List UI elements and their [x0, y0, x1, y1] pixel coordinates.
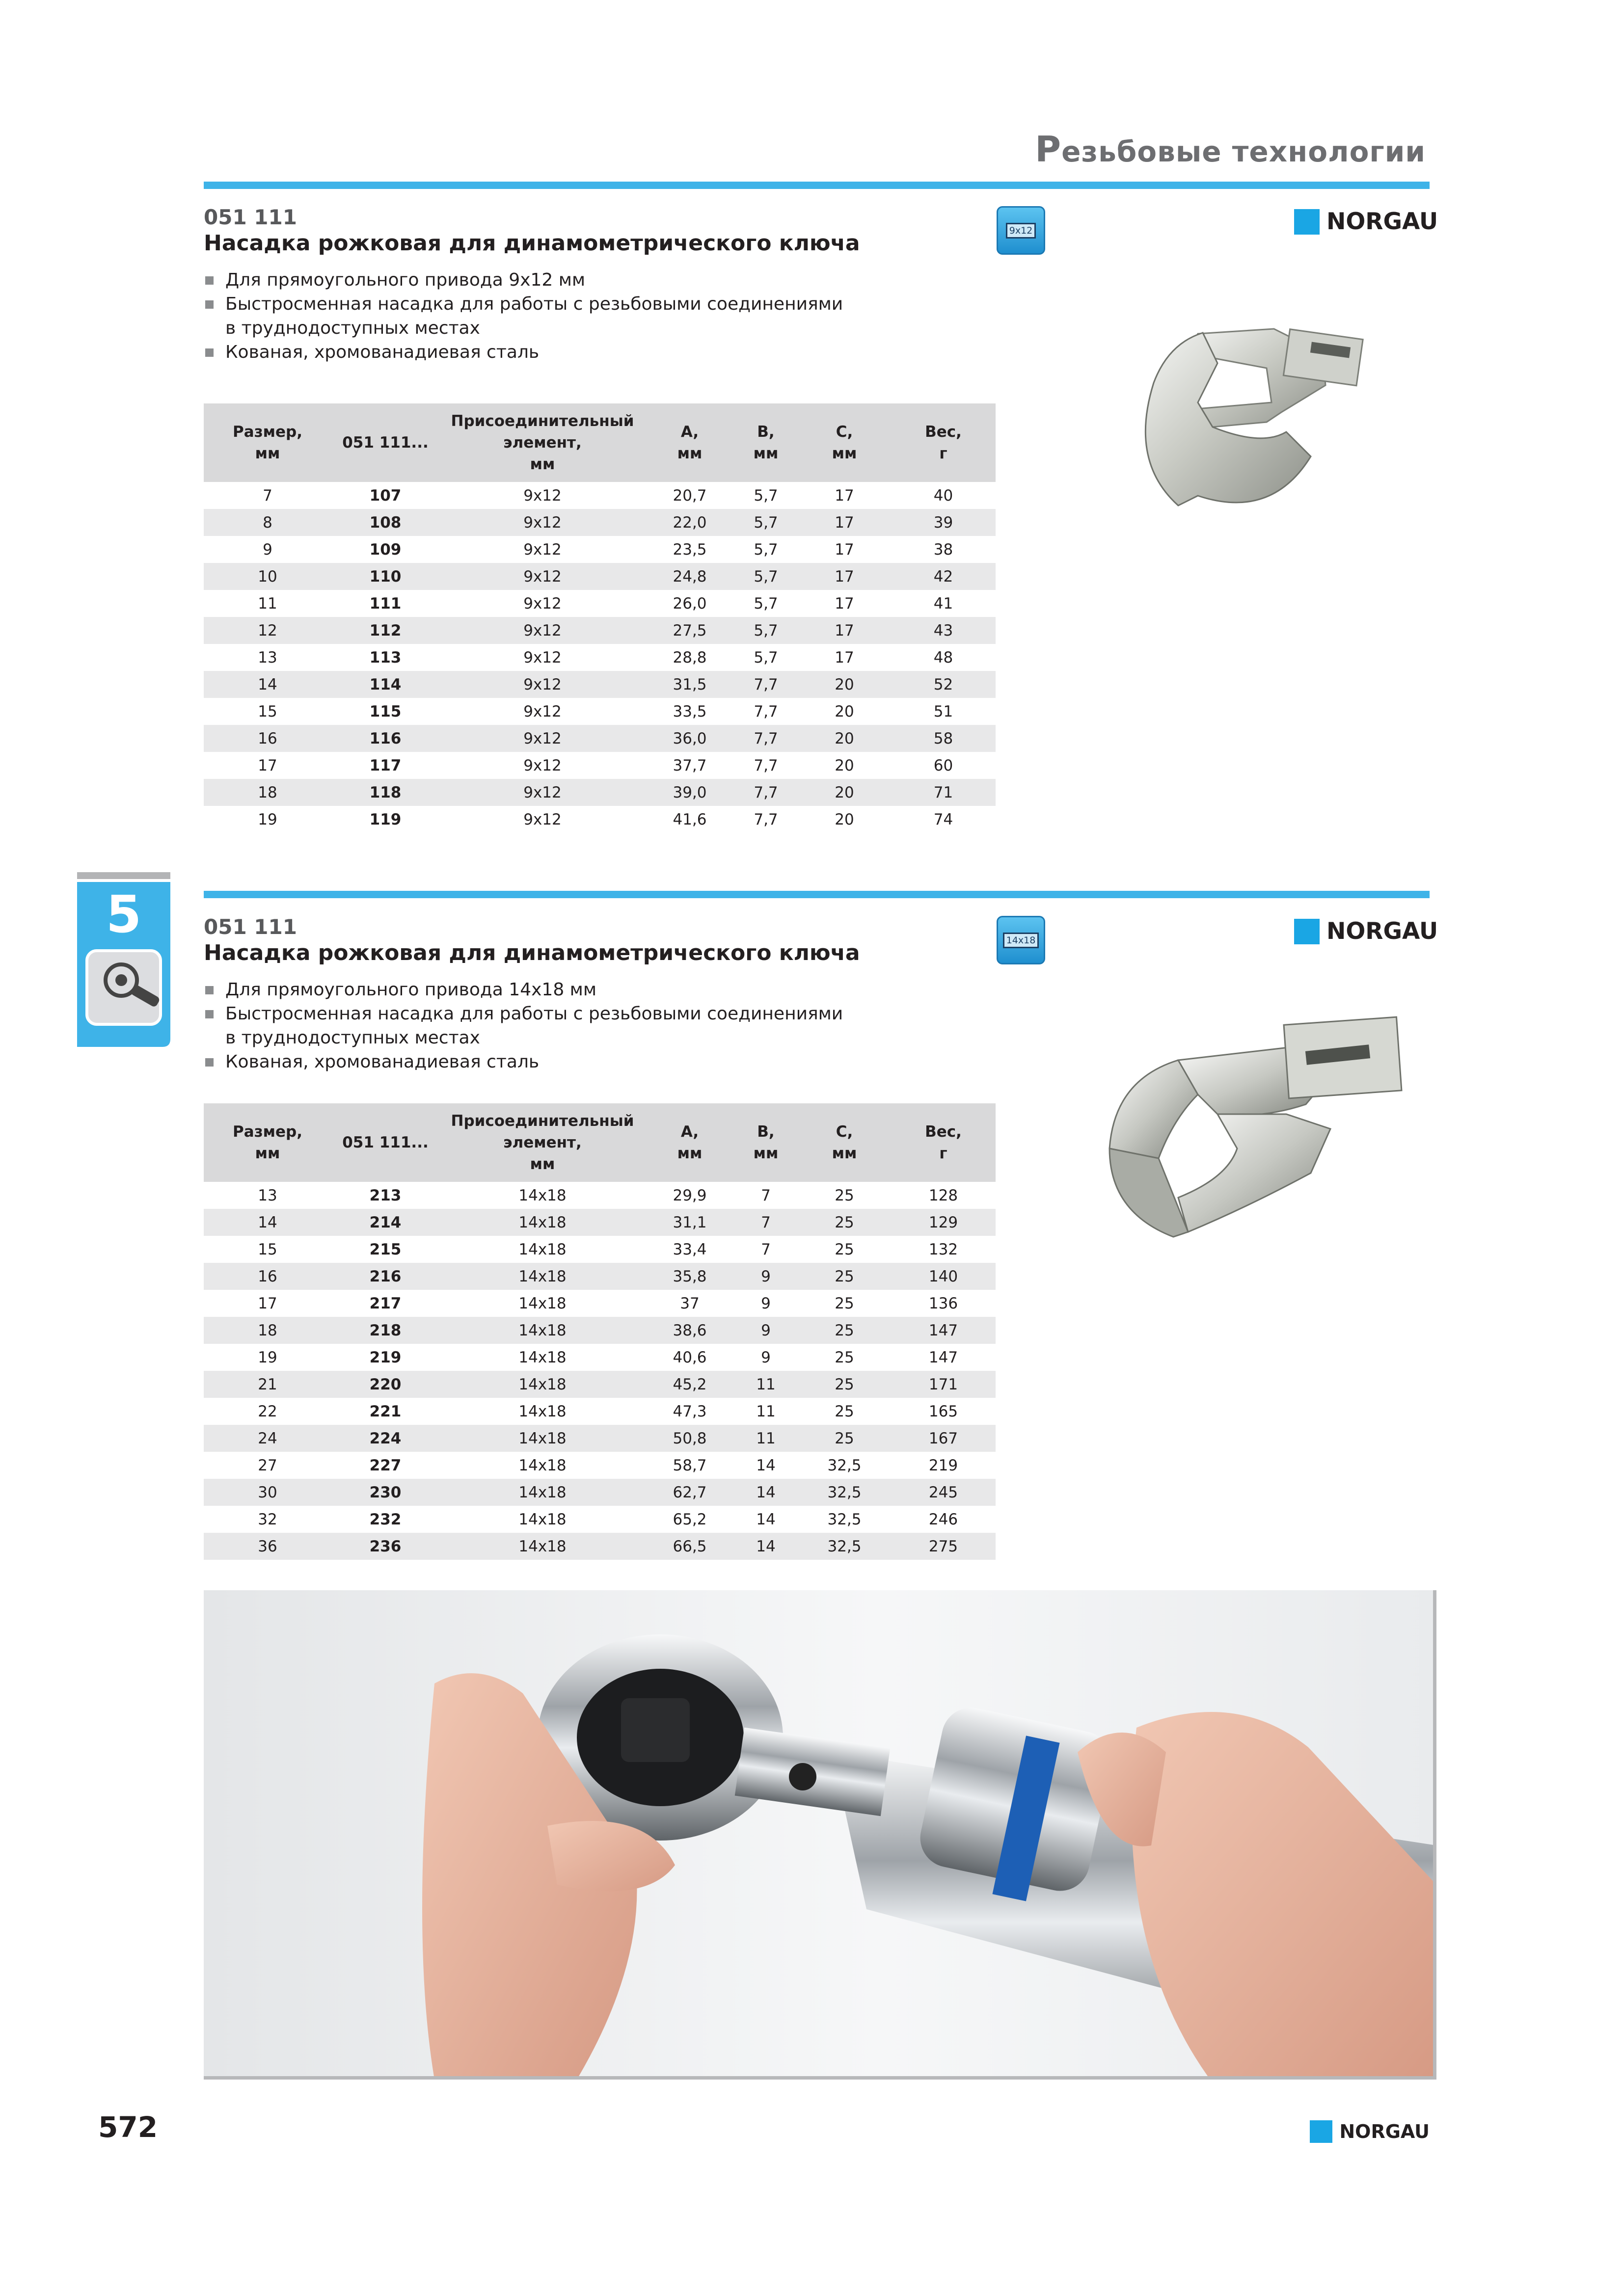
table-cell: 37 — [646, 1290, 734, 1317]
table-cell: 5,7 — [734, 644, 798, 671]
table-cell: 14x18 — [439, 1236, 646, 1263]
table-cell: 40 — [891, 482, 996, 509]
table-cell: 113 — [331, 644, 439, 671]
table-cell: 33,4 — [646, 1236, 734, 1263]
column-header-a: A, мм — [646, 403, 734, 482]
table-cell: 17 — [798, 482, 891, 509]
table-cell: 9x12 — [439, 806, 646, 833]
table-row — [204, 1479, 996, 1506]
table-row — [204, 536, 996, 563]
table-cell: 9x12 — [439, 671, 646, 698]
table-cell: 147 — [891, 1344, 996, 1371]
table-cell: 12 — [204, 617, 331, 644]
column-header-size: Размер, мм — [204, 1103, 331, 1182]
table-cell: 118 — [331, 779, 439, 806]
section-rule — [204, 891, 1430, 898]
table-cell: 214 — [331, 1209, 439, 1236]
table-row — [204, 779, 996, 806]
table-cell: 236 — [331, 1533, 439, 1560]
table-cell: 27 — [204, 1452, 331, 1479]
table-cell: 111 — [331, 590, 439, 617]
table-cell: 8 — [204, 509, 331, 536]
table-row — [204, 1236, 996, 1263]
norgau-logo-square-icon — [1294, 209, 1320, 235]
table-cell: 20 — [798, 698, 891, 725]
section-header: Резьбовые технологии — [1035, 129, 1426, 170]
table-cell: 9x12 — [439, 509, 646, 536]
table-cell: 215 — [331, 1236, 439, 1263]
table-cell: 14x18 — [439, 1398, 646, 1425]
table-cell: 119 — [331, 806, 439, 833]
table-cell: 15 — [204, 698, 331, 725]
table-cell: 7 — [734, 1182, 798, 1209]
table-cell: 108 — [331, 509, 439, 536]
feature-list — [204, 268, 857, 364]
table-cell: 115 — [331, 698, 439, 725]
table-cell: 20 — [798, 725, 891, 752]
norgau-logo-square-icon — [1310, 2120, 1332, 2143]
table-row — [204, 1506, 996, 1533]
product-title: Насадка рожковая для динамометрического ключа — [204, 231, 860, 256]
table-cell: 16 — [204, 1263, 331, 1290]
product-title: Насадка рожковая для динамометрического ключа — [204, 940, 860, 965]
spec-table — [204, 1103, 996, 1560]
table-cell: 13 — [204, 1182, 331, 1209]
table-cell: 29,9 — [646, 1182, 734, 1209]
table-cell: 26,0 — [646, 590, 734, 617]
feature-item: Быстросменная насадка для работы с резьбовыми соединениями в труднодоступных местах — [204, 1002, 857, 1050]
spec-table-body — [204, 1182, 996, 1560]
table-cell: 32 — [204, 1506, 331, 1533]
table-cell: 232 — [331, 1506, 439, 1533]
table-cell: 47,3 — [646, 1398, 734, 1425]
table-cell: 10 — [204, 563, 331, 590]
column-header-weight: Вес, г — [891, 403, 996, 482]
table-cell: 110 — [331, 563, 439, 590]
column-header-c: C, мм — [798, 1103, 891, 1182]
table-cell: 38,6 — [646, 1317, 734, 1344]
table-cell: 20 — [798, 752, 891, 779]
table-row — [204, 590, 996, 617]
table-row — [204, 752, 996, 779]
table-cell: 25 — [798, 1236, 891, 1263]
table-cell: 165 — [891, 1398, 996, 1425]
table-cell: 9x12 — [439, 752, 646, 779]
table-cell: 136 — [891, 1290, 996, 1317]
table-cell: 217 — [331, 1290, 439, 1317]
chapter-tab — [77, 872, 170, 1047]
table-cell: 224 — [331, 1425, 439, 1452]
table-cell: 74 — [891, 806, 996, 833]
column-header-c: C, мм — [798, 403, 891, 482]
table-cell: 36 — [204, 1533, 331, 1560]
table-cell: 129 — [891, 1209, 996, 1236]
column-header-drive: Присоединительный элемент, мм — [439, 403, 646, 482]
drive-size-label: 9x12 — [1006, 223, 1036, 239]
table-cell: 16 — [204, 725, 331, 752]
table-cell: 14 — [204, 671, 331, 698]
table-row — [204, 1344, 996, 1371]
table-cell: 60 — [891, 752, 996, 779]
table-row — [204, 509, 996, 536]
column-header-drive: Присоединительный элемент, мм — [439, 1103, 646, 1182]
table-cell: 24 — [204, 1425, 331, 1452]
table-row — [204, 1290, 996, 1317]
table-cell: 14x18 — [439, 1371, 646, 1398]
table-row — [204, 1209, 996, 1236]
table-cell: 31,1 — [646, 1209, 734, 1236]
table-cell: 167 — [891, 1425, 996, 1452]
table-cell: 132 — [891, 1236, 996, 1263]
table-cell: 23,5 — [646, 536, 734, 563]
column-header-b: B, мм — [734, 1103, 798, 1182]
table-cell: 21 — [204, 1371, 331, 1398]
table-row — [204, 1317, 996, 1344]
feature-item: Кованая, хромованадиевая сталь — [204, 1050, 857, 1074]
drive-size-badge-icon — [997, 916, 1045, 964]
table-cell: 14 — [734, 1533, 798, 1560]
table-cell: 213 — [331, 1182, 439, 1209]
table-cell: 25 — [798, 1182, 891, 1209]
table-cell: 36,0 — [646, 725, 734, 752]
table-cell: 31,5 — [646, 671, 734, 698]
table-cell: 50,8 — [646, 1425, 734, 1452]
table-row — [204, 482, 996, 509]
table-cell: 5,7 — [734, 563, 798, 590]
table-cell: 20 — [798, 671, 891, 698]
table-cell: 17 — [204, 752, 331, 779]
table-cell: 227 — [331, 1452, 439, 1479]
table-cell: 117 — [331, 752, 439, 779]
brand-logo — [1294, 918, 1438, 945]
table-cell: 17 — [798, 536, 891, 563]
drive-size-badge-icon — [997, 206, 1045, 255]
table-cell: 140 — [891, 1263, 996, 1290]
table-cell: 5,7 — [734, 536, 798, 563]
table-cell: 20,7 — [646, 482, 734, 509]
table-cell: 14 — [734, 1452, 798, 1479]
brand-name: NORGAU — [1326, 918, 1438, 945]
chapter-tool-icon — [87, 951, 161, 1024]
column-header-article: 051 111... — [331, 403, 439, 482]
table-cell: 41,6 — [646, 806, 734, 833]
usage-photo — [204, 1590, 1436, 2080]
table-cell: 17 — [204, 1290, 331, 1317]
table-cell: 11 — [734, 1371, 798, 1398]
table-cell: 18 — [204, 779, 331, 806]
table-cell: 14x18 — [439, 1290, 646, 1317]
table-cell: 9x12 — [439, 779, 646, 806]
table-cell: 25 — [798, 1263, 891, 1290]
table-cell: 27,5 — [646, 617, 734, 644]
table-cell: 17 — [798, 617, 891, 644]
product-code: 051 111 — [204, 915, 297, 939]
column-header-size: Размер, мм — [204, 403, 331, 482]
table-cell: 15 — [204, 1236, 331, 1263]
table-cell: 14x18 — [439, 1263, 646, 1290]
table-cell: 9 — [204, 536, 331, 563]
table-cell: 18 — [204, 1317, 331, 1344]
table-cell: 114 — [331, 671, 439, 698]
table-cell: 43 — [891, 617, 996, 644]
table-cell: 14x18 — [439, 1344, 646, 1371]
table-cell: 9 — [734, 1344, 798, 1371]
table-cell: 17 — [798, 509, 891, 536]
page-number: 572 — [98, 2110, 158, 2144]
table-cell: 25 — [798, 1425, 891, 1452]
table-cell: 245 — [891, 1479, 996, 1506]
table-cell: 9x12 — [439, 644, 646, 671]
table-cell: 25 — [798, 1371, 891, 1398]
brand-name: NORGAU — [1326, 208, 1438, 235]
table-row — [204, 1371, 996, 1398]
table-cell: 22 — [204, 1398, 331, 1425]
table-row — [204, 617, 996, 644]
table-cell: 22,0 — [646, 509, 734, 536]
column-header-article: 051 111... — [331, 1103, 439, 1182]
table-cell: 5,7 — [734, 590, 798, 617]
table-cell: 48 — [891, 644, 996, 671]
table-cell: 219 — [331, 1344, 439, 1371]
table-cell: 32,5 — [798, 1506, 891, 1533]
table-row — [204, 698, 996, 725]
table-cell: 246 — [891, 1506, 996, 1533]
table-cell: 218 — [331, 1317, 439, 1344]
table-cell: 11 — [734, 1425, 798, 1452]
table-cell: 116 — [331, 725, 439, 752]
table-cell: 7,7 — [734, 806, 798, 833]
table-cell: 7,7 — [734, 698, 798, 725]
table-cell: 25 — [798, 1398, 891, 1425]
table-row — [204, 806, 996, 833]
table-cell: 11 — [204, 590, 331, 617]
table-row — [204, 644, 996, 671]
table-cell: 275 — [891, 1533, 996, 1560]
table-cell: 52 — [891, 671, 996, 698]
table-cell: 20 — [798, 806, 891, 833]
open-end-wrench-insert-image — [1100, 1001, 1424, 1256]
table-cell: 7,7 — [734, 752, 798, 779]
table-cell: 14x18 — [439, 1452, 646, 1479]
table-cell: 19 — [204, 806, 331, 833]
table-cell: 39,0 — [646, 779, 734, 806]
table-cell: 25 — [798, 1317, 891, 1344]
product-code: 051 111 — [204, 205, 297, 229]
table-cell: 25 — [798, 1290, 891, 1317]
table-cell: 9x12 — [439, 725, 646, 752]
table-cell: 35,8 — [646, 1263, 734, 1290]
table-cell: 9x12 — [439, 563, 646, 590]
table-row — [204, 1533, 996, 1560]
spec-table — [204, 403, 996, 833]
feature-item: Для прямоугольного привода 9x12 мм — [204, 268, 857, 292]
table-cell: 230 — [331, 1479, 439, 1506]
table-cell: 221 — [331, 1398, 439, 1425]
table-cell: 51 — [891, 698, 996, 725]
table-row — [204, 725, 996, 752]
table-cell: 24,8 — [646, 563, 734, 590]
table-cell: 109 — [331, 536, 439, 563]
table-cell: 9x12 — [439, 698, 646, 725]
feature-list — [204, 978, 857, 1074]
table-cell: 5,7 — [734, 617, 798, 644]
table-cell: 5,7 — [734, 509, 798, 536]
table-row — [204, 1182, 996, 1209]
table-cell: 9x12 — [439, 482, 646, 509]
table-cell: 13 — [204, 644, 331, 671]
table-cell: 9x12 — [439, 617, 646, 644]
table-cell: 14x18 — [439, 1317, 646, 1344]
table-cell: 30 — [204, 1479, 331, 1506]
norgau-logo-square-icon — [1294, 919, 1320, 944]
table-row — [204, 1398, 996, 1425]
footer-brand-name: NORGAU — [1339, 2121, 1430, 2142]
table-cell: 58 — [891, 725, 996, 752]
table-cell: 32,5 — [798, 1533, 891, 1560]
table-cell: 14x18 — [439, 1479, 646, 1506]
table-cell: 219 — [891, 1452, 996, 1479]
column-header-weight: Вес, г — [891, 1103, 996, 1182]
table-cell: 32,5 — [798, 1479, 891, 1506]
table-cell: 28,8 — [646, 644, 734, 671]
footer-brand-logo — [1310, 2120, 1430, 2143]
table-row — [204, 1263, 996, 1290]
table-cell: 14x18 — [439, 1425, 646, 1452]
drive-size-label: 14x18 — [1003, 933, 1039, 948]
table-cell: 14x18 — [439, 1182, 646, 1209]
table-cell: 7 — [204, 482, 331, 509]
table-cell: 40,6 — [646, 1344, 734, 1371]
table-cell: 41 — [891, 590, 996, 617]
table-cell: 38 — [891, 536, 996, 563]
table-row — [204, 563, 996, 590]
table-cell: 11 — [734, 1398, 798, 1425]
table-cell: 62,7 — [646, 1479, 734, 1506]
table-cell: 71 — [891, 779, 996, 806]
table-cell: 65,2 — [646, 1506, 734, 1533]
table-cell: 9 — [734, 1290, 798, 1317]
table-row — [204, 1452, 996, 1479]
table-cell: 66,5 — [646, 1533, 734, 1560]
table-cell: 14 — [204, 1209, 331, 1236]
spec-table-body — [204, 482, 996, 833]
table-cell: 17 — [798, 563, 891, 590]
table-cell: 45,2 — [646, 1371, 734, 1398]
table-cell: 39 — [891, 509, 996, 536]
table-cell: 25 — [798, 1344, 891, 1371]
table-cell: 9 — [734, 1317, 798, 1344]
table-cell: 32,5 — [798, 1452, 891, 1479]
table-cell: 14x18 — [439, 1209, 646, 1236]
column-header-a: A, мм — [646, 1103, 734, 1182]
table-row — [204, 1425, 996, 1452]
column-header-b: B, мм — [734, 403, 798, 482]
chapter-number: 5 — [106, 884, 142, 944]
table-cell: 128 — [891, 1182, 996, 1209]
table-cell: 9 — [734, 1263, 798, 1290]
table-cell: 7,7 — [734, 779, 798, 806]
table-cell: 14x18 — [439, 1533, 646, 1560]
table-cell: 7 — [734, 1209, 798, 1236]
feature-item: Для прямоугольного привода 14x18 мм — [204, 978, 857, 1002]
table-cell: 14 — [734, 1479, 798, 1506]
table-cell: 107 — [331, 482, 439, 509]
table-row — [204, 671, 996, 698]
table-cell: 19 — [204, 1344, 331, 1371]
table-cell: 17 — [798, 644, 891, 671]
table-cell: 33,5 — [646, 698, 734, 725]
feature-item: Кованая, хромованадиевая сталь — [204, 340, 857, 364]
table-cell: 7,7 — [734, 725, 798, 752]
table-cell: 220 — [331, 1371, 439, 1398]
table-cell: 7 — [734, 1236, 798, 1263]
table-cell: 58,7 — [646, 1452, 734, 1479]
open-end-wrench-insert-image — [1124, 299, 1380, 535]
brand-logo — [1294, 208, 1438, 235]
feature-item: Быстросменная насадка для работы с резьбовыми соединениями в труднодоступных местах — [204, 292, 857, 340]
table-cell: 17 — [798, 590, 891, 617]
table-cell: 147 — [891, 1317, 996, 1344]
table-cell: 42 — [891, 563, 996, 590]
table-cell: 20 — [798, 779, 891, 806]
table-cell: 9x12 — [439, 590, 646, 617]
table-cell: 9x12 — [439, 536, 646, 563]
table-cell: 112 — [331, 617, 439, 644]
table-cell: 14 — [734, 1506, 798, 1533]
table-cell: 37,7 — [646, 752, 734, 779]
table-cell: 171 — [891, 1371, 996, 1398]
table-cell: 5,7 — [734, 482, 798, 509]
table-cell: 25 — [798, 1209, 891, 1236]
table-cell: 14x18 — [439, 1506, 646, 1533]
table-cell: 216 — [331, 1263, 439, 1290]
table-cell: 7,7 — [734, 671, 798, 698]
section-rule — [204, 182, 1430, 189]
